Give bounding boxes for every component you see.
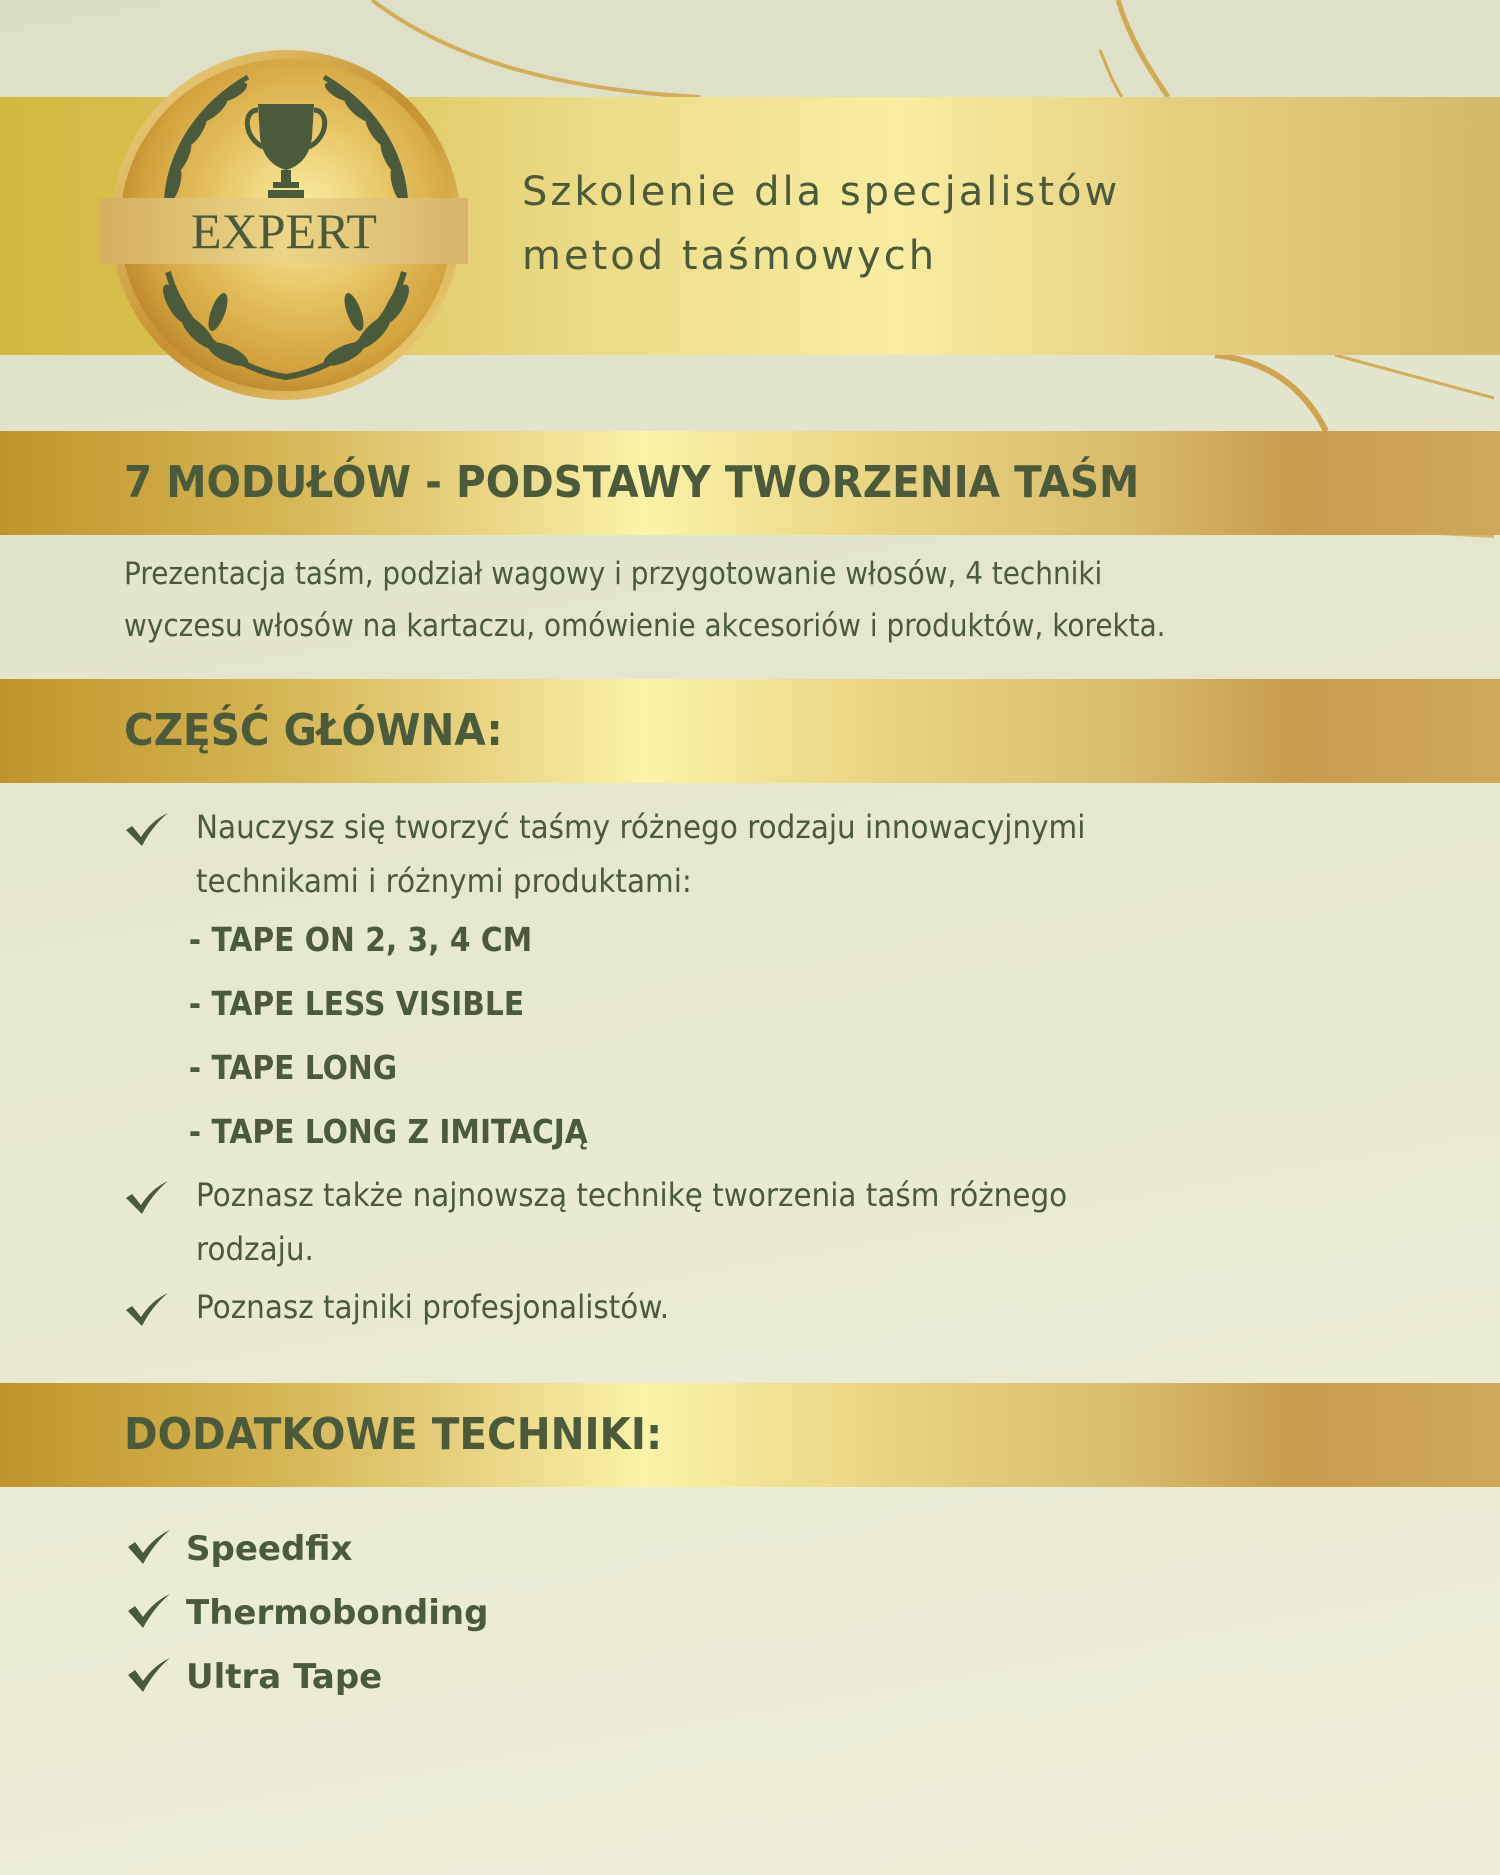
extra-item-label: Ultra Tape [186, 1657, 383, 1697]
main-title: CZĘŚĆ GŁÓWNA: [124, 705, 503, 756]
badge-text: EXPERT [191, 203, 377, 259]
sub-item: - TAPE LESS VISIBLE [188, 984, 525, 1023]
list-item [124, 1581, 488, 1645]
check-icon [126, 1593, 172, 1629]
check-icon [124, 812, 170, 848]
sub-item: - TAPE ON 2, 3, 4 CM [188, 920, 533, 959]
list-item [124, 1645, 488, 1709]
title-line-1: Szkolenie dla specjalistów [522, 169, 1121, 215]
title-line-2: metod taśmowych [522, 233, 938, 279]
modules-band [0, 431, 1500, 535]
extra-title: DODATKOWE TECHNIKI: [124, 1409, 663, 1460]
expert-badge [98, 42, 470, 402]
sub-item: - TAPE LONG [188, 1048, 398, 1087]
main-band [0, 679, 1500, 783]
description-line-2: wyczesu włosów na kartaczu, omówienie akcesoriów i produktów, korekta. [124, 608, 1166, 644]
item-line: Poznasz tajniki profesjonalistów. [196, 1288, 670, 1326]
item-line: Nauczysz się tworzyć taśmy różnego rodzaju innowacyjnymi [196, 808, 1086, 846]
main-list [124, 800, 1424, 1334]
sub-item: - TAPE LONG Z IMITACJĄ [188, 1112, 588, 1151]
check-icon [126, 1529, 172, 1565]
list-item [124, 1517, 488, 1581]
modules-title: 7 MODUŁÓW - PODSTAWY TWORZENIA TAŚM [124, 457, 1140, 508]
list-item [124, 1168, 1424, 1276]
modules-description [124, 548, 1348, 652]
check-icon [126, 1657, 172, 1693]
item-line: rodzaju. [196, 1230, 314, 1268]
extra-item-label: Thermobonding [186, 1593, 489, 1633]
extra-band [0, 1383, 1500, 1487]
list-item [124, 800, 1424, 908]
check-icon [124, 1180, 170, 1216]
description-line-1: Prezentacja taśm, podział wagowy i przygotowanie włosów, 4 techniki [124, 556, 1103, 592]
item-line: technikami i różnymi produktami: [196, 862, 692, 900]
extra-item-label: Speedfix [186, 1529, 353, 1569]
page-title [522, 160, 1422, 288]
check-icon [124, 1292, 170, 1328]
extra-list [124, 1517, 488, 1709]
item-line: Poznasz także najnowszą technikę tworzenia taśm różnego [196, 1176, 1068, 1214]
list-item [124, 1280, 1424, 1334]
